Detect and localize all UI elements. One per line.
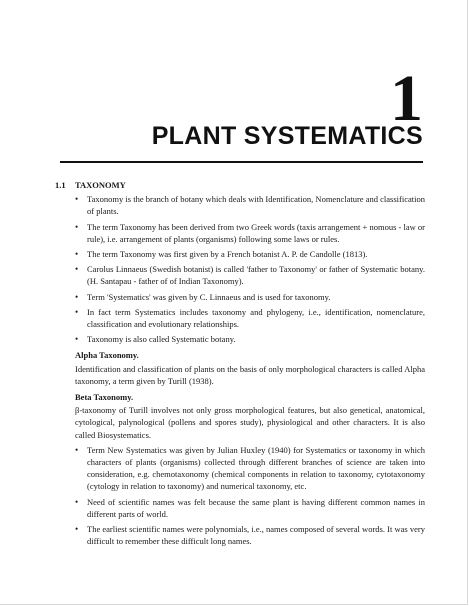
beta-taxonomy-text: β-taxonomy of Turill involves not only gross morphological features, but also genetical, anatomical, cytological, palynological (pollens and spores study), physiological and other characters. It is also called Biosystematics. [75, 405, 425, 440]
systematics-bullet-list [75, 444, 425, 548]
list-item: • Carolus Linnaeus (Swedish botanist) is called 'father to Taxonomy' or father of Systematic botany. (H. Santapau - father of of Indian Taxonomy). [75, 263, 425, 287]
section-number: 1.1 [55, 180, 66, 190]
list-item: • Taxonomy is the branch of botany which deals with Identification, Nomenclature and classification of plants. [75, 193, 425, 217]
section-title: TAXONOMY [74, 180, 126, 190]
taxonomy-bullet-list [75, 193, 425, 345]
list-item: • Term New Systematics was given by Julian Huxley (1940) for Systematics or taxonomy in which characters of plants (organisms) collected through different branches of science are taken into consideration, e.g. chemotaxonomy (chemical components in relation to taxonomy, cytotaxonomy (cytology in relation to taxonomy) and numerical taxonomy, etc. [75, 444, 425, 493]
list-item: • The earliest scientific names were polynomials, i.e., names composed of several words. It was very difficult to remember these difficult long names. [75, 523, 425, 547]
list-item: • Need of scientific names was felt because the same plant is having different common names in different parts of world. [75, 496, 425, 520]
list-item: • Taxonomy is also called Systematic botany. [75, 333, 425, 345]
page-content [55, 179, 425, 550]
alpha-taxonomy-heading: Alpha Taxonomy. [75, 350, 139, 361]
chapter-number: 1 [390, 62, 423, 135]
chapter-title: PLANT SYSTEMATICS [151, 122, 423, 150]
alpha-taxonomy-text: Identification and classification of plants on the basis of only morphological characters is called Alpha taxonomy, a term given by Turill (1938). [75, 363, 425, 386]
list-item: • Term 'Systematics' was given by C. Linnaeus and is used for taxonomy. [75, 291, 425, 303]
list-item: • The term Taxonomy was first given by a French botanist A. P. de Candolle (1813). [75, 248, 425, 260]
list-item: • The term Taxonomy has been derived from two Greek words (taxis arrangement + nomous - law or rule), i.e. arrangement of plants (organisms) following some laws or rules. [75, 221, 425, 245]
list-item: • In fact term Systematics includes taxonomy and phylogeny, i.e., identification, nomenclature, classification and evolutionary relationships. [75, 306, 425, 330]
section-heading [55, 179, 425, 191]
title-divider [60, 161, 423, 163]
beta-taxonomy-heading: Beta Taxonomy. [75, 392, 134, 403]
